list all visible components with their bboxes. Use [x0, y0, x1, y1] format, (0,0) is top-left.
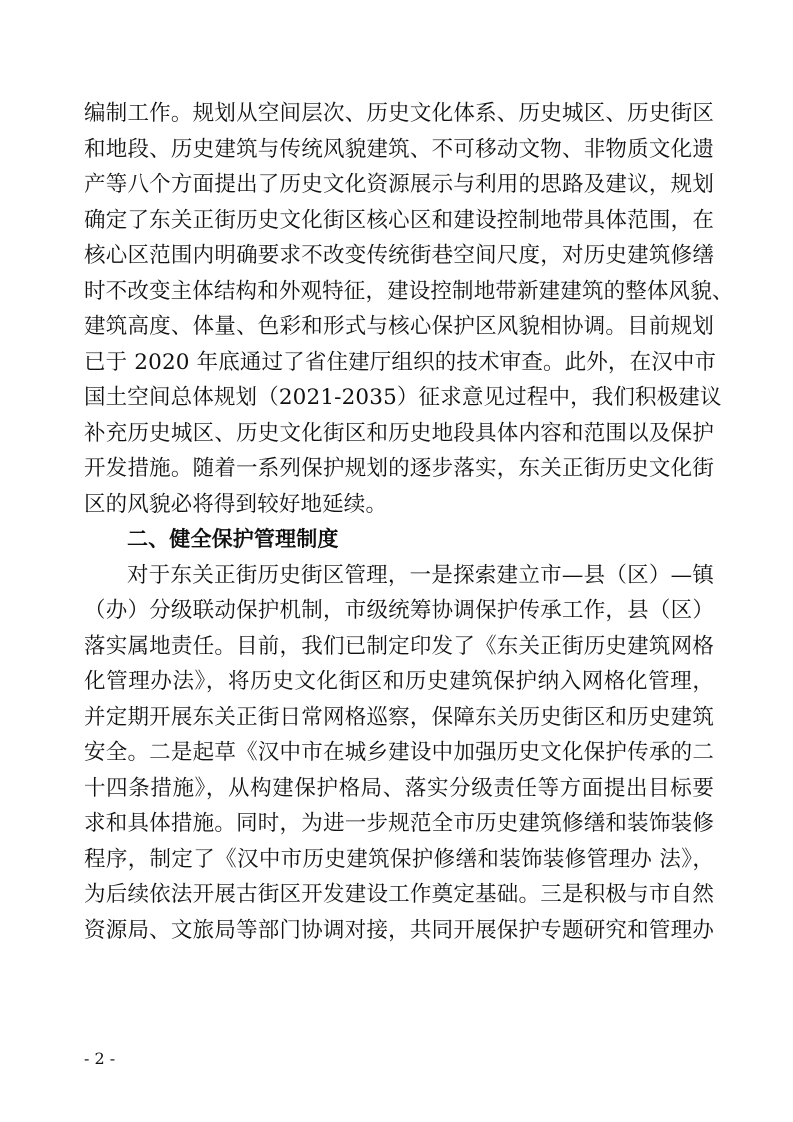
- body-line: 落实属地责任。目前，我们已制定印发了《东关正街历史建筑网格: [84, 633, 714, 659]
- body-line: 程序，制定了《汉中市历史建筑保护修缮和装饰装修管理办 法》，: [84, 846, 714, 872]
- body-line: 核心区范围内明确要求不改变传统街巷空间尺度，对历史建筑修缮: [84, 243, 714, 268]
- body-line: 时不改变主体结构和外观特征，建设控制地带新建建筑的整体风貌、: [84, 278, 734, 304]
- body-line: 安全。二是起草《汉中市在城乡建设中加强历史文化保护传承的二: [84, 740, 714, 765]
- body-line: 开发措施。随着一系列保护规划的逐步落实，东关正街历史文化街: [84, 456, 714, 481]
- body-line: 区的风貌必将得到较好地延续。: [84, 491, 388, 517]
- body-line: 化管理办法》，将历史文化街区和历史建筑保护纳入网格化管理，: [84, 669, 714, 694]
- body-line: 已于 2020 年底通过了省住建厅组织的技术审查。此外，在汉中市: [84, 349, 717, 375]
- body-line: 确定了东关正街历史文化街区核心区和建设控制地带具体范围，在: [84, 207, 714, 233]
- document-body: [84, 96, 734, 948]
- body-line: 产等八个方面提出了历史文化资源展示与利用的思路及建议，规划: [84, 172, 714, 197]
- body-line: 为后续依法开展古街区开发建设工作奠定基础。三是积极与市自然: [84, 882, 714, 907]
- body-line: 求和具体措施。同时，为进一步规范全市历史建筑修缮和装饰装修: [84, 811, 714, 836]
- body-line: 编制工作。规划从空间层次、历史文化体系、历史城区、历史街区: [84, 101, 714, 126]
- body-line: 和地段、历史建筑与传统风貌建筑、不可移动文物、非物质文化遗: [84, 136, 714, 162]
- body-line: 对于东关正街历史街区管理，一是探索建立市—县（区）—镇: [127, 562, 714, 588]
- body-line: 补充历史城区、历史文化街区和历史地段具体内容和范围以及保护: [84, 420, 714, 446]
- body-line: （办）分级联动保护机制，市级统筹协调保护传承工作，县（区）: [84, 598, 714, 623]
- page-number: - 2 -: [84, 1049, 116, 1068]
- section-heading: 二、健全保护管理制度: [127, 527, 339, 551]
- body-line: 国土空间总体规划（2021-2035）征求意见过程中，我们积极建议: [84, 385, 722, 410]
- body-line: 建筑高度、体量、色彩和形式与核心保护区风貌相协调。目前规划: [84, 314, 714, 339]
- body-line: 十四条措施》，从构建保护格局、落实分级责任等方面提出目标要: [84, 775, 714, 801]
- body-line: 并定期开展东关正街日常网格巡察，保障东关历史街区和历史建筑: [84, 704, 714, 730]
- body-line: 资源局、文旅局等部门协调对接，共同开展保护专题研究和管理办: [84, 917, 714, 943]
